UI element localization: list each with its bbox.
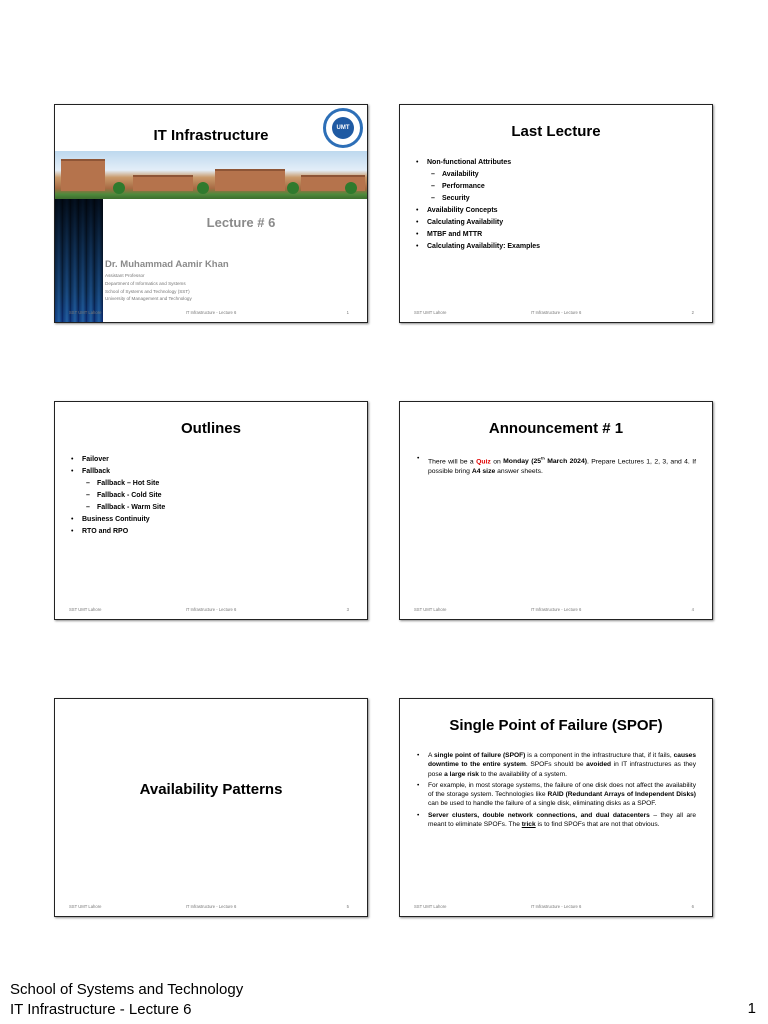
bullet-item: • Failover (69, 454, 165, 466)
bullet-list (69, 454, 165, 538)
spof-paragraph-2: • For example, in most storage systems, the failure of one disk does not affect the availability of the storage system. Technologies like RAID (Redundant Arrays of Independent Disks) can be used to handle the failure of a single disk, eliminating disks as a SPOF. (416, 781, 696, 809)
slide-title: Announcement # 1 (488, 420, 624, 437)
slide-title: Outlines (180, 420, 241, 437)
slide-1[interactable] (54, 104, 368, 323)
campus-banner-image (55, 151, 368, 199)
page-number: 1 (747, 1000, 756, 1017)
server-corridor-image (55, 199, 103, 322)
bullet-item: • Calculating Availability: Examples (414, 241, 540, 253)
bullet-item: • RTO and RPO (69, 526, 165, 538)
slide-6[interactable] (399, 698, 713, 917)
spof-paragraph-3: • Server clusters, double network connections, and dual datacenters – they all are meant to eliminate SPOFs. The trick is to find SPOFs that are not that obvious. (416, 811, 696, 830)
bullet-item: • Calculating Availability (414, 217, 540, 229)
bullet-item: – Fallback – Hot Site (69, 478, 165, 490)
slide-title: Single Point of Failure (SPOF) (449, 717, 663, 734)
slide-4[interactable] (399, 401, 713, 620)
bullet-item: – Fallback - Cold Site (69, 490, 165, 502)
school-name: School of Systems and Technology (10, 981, 244, 998)
affiliation: Assistant Professor Department of Informatics and Systems School of Systems and Technology (SST) University of Management and Technology (105, 273, 192, 302)
bullet-item: – Security (414, 193, 540, 205)
spof-text (416, 751, 696, 831)
slide-footer: SST UMT Lahore IT Infrastructure - Lecture 6 1 (69, 310, 349, 315)
slide-footer: SST UMT Lahore IT Infrastructure - Lecture 6 5 (69, 904, 349, 909)
lecture-number: Lecture # 6 (206, 215, 276, 230)
slide-5[interactable] (54, 698, 368, 917)
bullet-item: • Non-functional Attributes (414, 157, 540, 169)
bullet-item: • Availability Concepts (414, 205, 540, 217)
slide-title: Last Lecture (511, 123, 601, 140)
quiz-highlight: Quiz (476, 458, 491, 466)
bullet-item: • MTBF and MTTR (414, 229, 540, 241)
slide-footer: SST UMT Lahore IT Infrastructure - Lecture 6 4 (414, 607, 694, 612)
bullet-item: – Performance (414, 181, 540, 193)
bullet-item: • Fallback (69, 466, 165, 478)
slide-2[interactable] (399, 104, 713, 323)
slide-title: IT Infrastructure (153, 127, 269, 144)
slide-footer: SST UMT Lahore IT Infrastructure - Lecture 6 2 (414, 310, 694, 315)
slide-footer: SST UMT Lahore IT Infrastructure - Lecture 6 3 (69, 607, 349, 612)
university-logo: UMT (323, 108, 363, 148)
presenter-name: Dr. Muhammad Aamir Khan (105, 259, 229, 270)
announcement-text: • There will be a Quiz on Monday (25th March 2024). Prepare Lectures 1, 2, 3, and 4. If possible bring A4 size answer sheets. (416, 454, 696, 479)
slide-3[interactable] (54, 401, 368, 620)
course-lecture: IT Infrastructure - Lecture 6 (10, 1001, 192, 1018)
bullet-item: – Fallback - Warm Site (69, 502, 165, 514)
spof-paragraph-1: • A single point of failure (SPOF) is a component in the infrastructure that, if it fails, causes downtime to the entire system. SPOFs should be avoided in IT infrastructures as they pose a large risk to the availability of a system. (416, 751, 696, 779)
bullet-list (414, 157, 540, 253)
slide-title: Availability Patterns (139, 781, 283, 798)
slide-footer: SST UMT Lahore IT Infrastructure - Lecture 6 6 (414, 904, 694, 909)
page-footer (10, 980, 243, 1020)
bullet-item: • Business Continuity (69, 514, 165, 526)
bullet-item: – Availability (414, 169, 540, 181)
